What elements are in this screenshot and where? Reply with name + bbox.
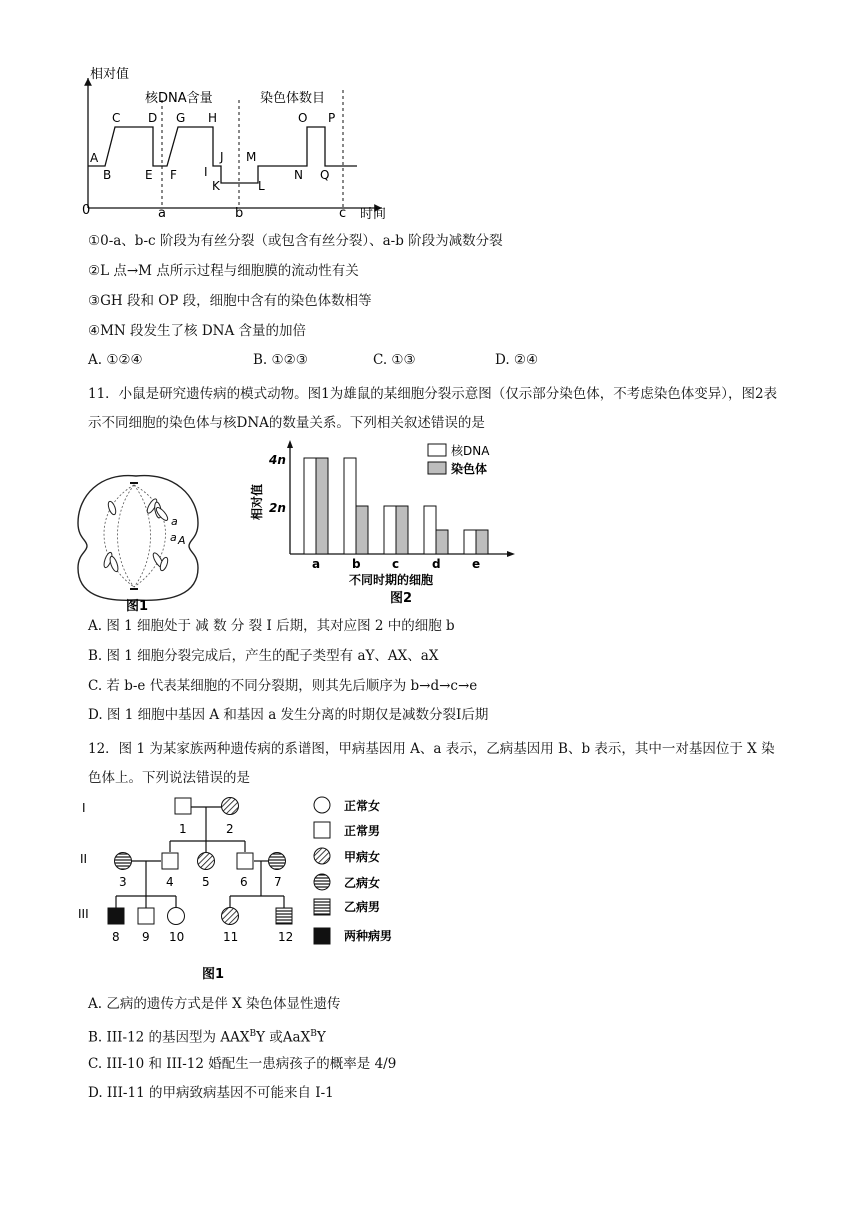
point-F: F (170, 168, 177, 182)
legend-chr-label: 染色体 (451, 462, 488, 476)
legend-disease-a-female: 甲病女 (344, 850, 381, 864)
legend-normal-female: 正常女 (344, 799, 381, 813)
legend-chr-swatch (428, 462, 446, 474)
point-C: C (112, 111, 121, 125)
figure2-caption: 图2 (390, 591, 413, 606)
legend-both-male-icon (314, 928, 330, 944)
bar-d-chromosome (436, 530, 448, 554)
legend-disease-b-female: 乙病女 (344, 876, 381, 890)
q10-option-b[interactable]: B. ①②③ (253, 352, 308, 368)
q12-option-b-mid: Y 或AaX (256, 1029, 311, 1046)
bar-b-dna (344, 458, 356, 554)
gene-a-1: a (171, 515, 178, 528)
chromosomes (102, 498, 169, 573)
q11-option-c[interactable]: C. 若 b-e 代表某细胞的不同分裂期，则其先后顺序为 b→d→c→e (88, 678, 478, 694)
origin-label: 0 (82, 203, 91, 218)
individual-I-2 (222, 798, 239, 815)
q10-option-c[interactable]: C. ①③ (373, 352, 416, 368)
id-8: 8 (112, 930, 120, 944)
q10-statement-3: ③GH 段和 OP 段，细胞中含有的染色体数相等 (88, 293, 372, 309)
id-9: 9 (142, 930, 150, 944)
id-12: 12 (278, 930, 294, 944)
q11-option-b[interactable]: B. 图 1 细胞分裂完成后，产生的配子类型有 aY、AX、aX (88, 648, 439, 664)
individual-II-6 (237, 853, 253, 869)
bar-b-chromosome (356, 506, 368, 554)
q12-option-b-pre: B. III-12 的基因型为 AAX (88, 1029, 250, 1046)
x-axis-label: 时间 (360, 207, 387, 222)
category-label-b: b (352, 557, 361, 571)
individual-III-12 (276, 908, 292, 924)
category-label-e: e (472, 557, 481, 571)
id-7: 7 (274, 875, 282, 889)
individual-II-7 (269, 853, 286, 870)
category-label-c: c (392, 557, 400, 571)
category-label-a: a (312, 557, 321, 571)
q11-option-d[interactable]: D. 图 1 细胞中基因 A 和基因 a 发生分离的时期仅是减数分裂Ⅰ后期 (88, 707, 489, 723)
point-M: M (246, 150, 257, 164)
id-10: 10 (169, 930, 185, 944)
region-label-dna: 核DNA含量 (145, 91, 213, 106)
id-1: 1 (179, 822, 187, 836)
legend-disease-b-male: 乙病男 (344, 900, 381, 914)
bar-a-dna (304, 458, 316, 554)
legend-disease-a-female-icon (314, 848, 330, 864)
cell-division-figure (74, 468, 204, 613)
bar-chart (245, 438, 545, 610)
id-11: 11 (223, 930, 239, 944)
q10-statement-1: ①0-a、b-c 阶段为有丝分裂（或包含有丝分裂）、a-b 阶段为减数分裂 (88, 233, 503, 249)
individual-III-10 (168, 908, 185, 925)
q10-statement-2: ②L 点→M 点所示过程与细胞膜的流动性有关 (88, 263, 359, 279)
gene-a-2: a (170, 531, 177, 544)
y-axis-arrow (287, 440, 293, 448)
point-A: A (90, 151, 99, 165)
legend-disease-b-female-icon (314, 874, 330, 890)
legend-dna-swatch (428, 444, 446, 456)
q11-option-a[interactable]: A. 图 1 细胞处于 减 数 分 裂 Ⅰ 后期，其对应图 2 中的细胞 b (88, 618, 455, 634)
tick-b: b (235, 206, 244, 221)
point-I: I (204, 165, 208, 179)
q12-option-c[interactable]: C. III-10 和 III-12 婚配生一患病孩子的概率是 4/9 (88, 1056, 397, 1072)
point-K: K (212, 179, 220, 193)
gen-label-III: III (78, 907, 89, 921)
point-J: J (220, 150, 224, 164)
q10-statement-4: ④MN 段发生了核 DNA 含量的加倍 (88, 323, 306, 339)
q12-stem: 12．图 1 为某家族两种遗传病的系谱图，甲病基因用 A、a 表示，乙病基因用 B、b 表示，其中一对基因位于 X 染色体上。下列说法错误的是 (88, 741, 775, 786)
legend-normal-female-icon (314, 797, 330, 813)
point-B: B (103, 168, 112, 182)
legend-normal-male-icon (314, 822, 330, 838)
q12-option-b[interactable] (88, 1025, 326, 1047)
gen-label-I: I (82, 801, 86, 815)
chart-xlabel: 不同时期的细胞 (349, 573, 434, 587)
individual-II-4 (162, 853, 178, 869)
bar-e-dna (464, 530, 476, 554)
point-L: L (258, 179, 265, 193)
id-4: 4 (166, 875, 174, 889)
tick-a: a (158, 206, 166, 221)
bar-c-dna (384, 506, 396, 554)
point-Q: Q (320, 168, 330, 182)
tick-4n: 4n (269, 453, 286, 467)
individual-III-9 (138, 908, 154, 924)
id-3: 3 (119, 875, 127, 889)
point-E: E (145, 168, 153, 182)
point-D: D (148, 111, 158, 125)
tick-c: c (339, 206, 347, 221)
pedigree-chart (74, 790, 414, 985)
bar-a-chromosome (316, 458, 328, 554)
q12-option-b-sup2: B (310, 1029, 317, 1039)
legend-disease-b-male-icon (314, 899, 330, 915)
q12-option-a[interactable]: A. 乙病的遗传方式是伴 X 染色体显性遗传 (88, 996, 341, 1012)
gene-A: A (178, 534, 186, 547)
id-6: 6 (240, 875, 248, 889)
point-N: N (294, 168, 303, 182)
q12-option-b-sup1: B (249, 1029, 257, 1039)
q12-option-d[interactable]: D. III-11 的甲病致病基因不可能来自 I-1 (88, 1085, 334, 1101)
region-label-chromosome: 染色体数目 (260, 91, 326, 106)
individual-II-3 (115, 853, 132, 870)
point-G: G (176, 111, 186, 125)
id-5: 5 (202, 875, 210, 889)
individual-III-11 (222, 908, 239, 925)
category-label-d: d (432, 557, 441, 571)
gen-label-II: II (80, 852, 88, 866)
pedigree-caption: 图1 (202, 967, 225, 982)
tick-2n: 2n (269, 501, 286, 515)
legend-both-male: 两种病男 (344, 929, 393, 943)
y-axis-label: 相对值 (90, 67, 130, 82)
legend-normal-male: 正常男 (344, 824, 381, 838)
bar-e-chromosome (476, 530, 488, 554)
figure1-caption: 图1 (126, 599, 149, 613)
bar-d-dna (424, 506, 436, 554)
q10-option-d[interactable]: D. ②④ (495, 352, 539, 368)
top-line-chart (70, 60, 430, 225)
bar-c-chromosome (396, 506, 408, 554)
legend-dna-label: 核DNA (451, 444, 490, 458)
individual-III-8 (108, 908, 124, 924)
id-2: 2 (226, 822, 234, 836)
q11-stem: 11．小鼠是研究遗传病的模式动物。图1为雄鼠的某细胞分裂示意图（仅示部分染色体，不考虑染色体变异），图2表示不同细胞的染色体与核DNA的数量关系。下列相关叙述错误的是 (88, 386, 778, 431)
individual-I-1 (175, 798, 191, 814)
x-axis-arrow (507, 551, 515, 557)
chart-ylabel: 相对值 (250, 483, 264, 520)
q10-option-a[interactable]: A. ①②④ (88, 352, 143, 368)
point-O: O (298, 111, 308, 125)
q12-option-b-end: Y (316, 1029, 326, 1046)
point-H: H (208, 111, 218, 125)
individual-II-5 (198, 853, 215, 870)
point-P: P (328, 111, 336, 125)
